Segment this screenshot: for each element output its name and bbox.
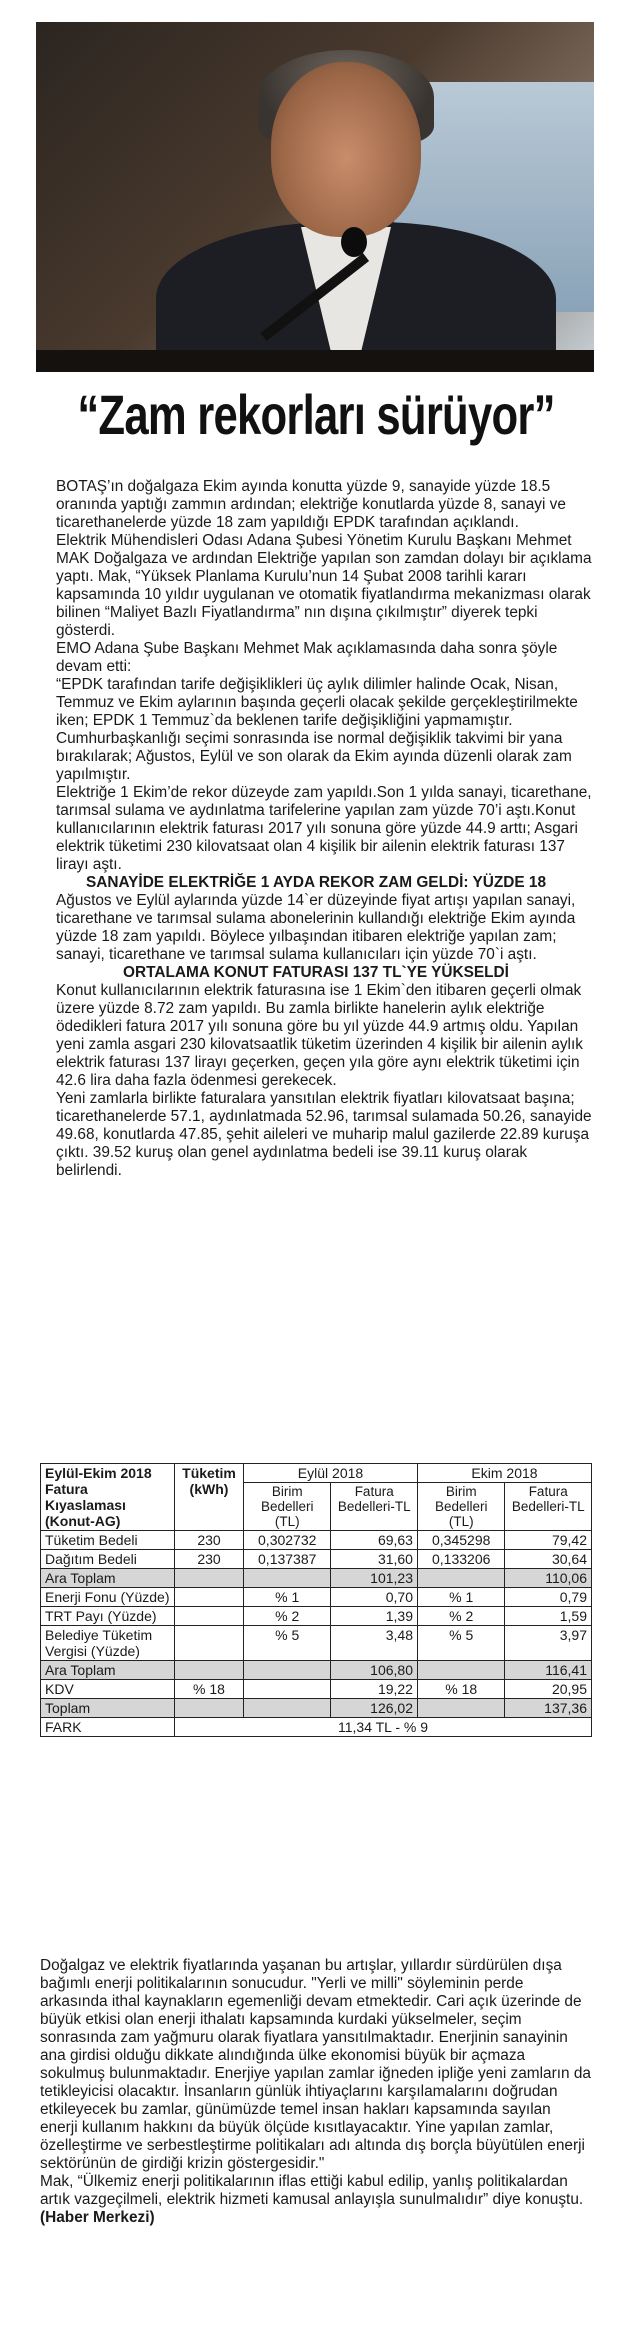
row-label: KDV (41, 1680, 175, 1699)
row-invoice: 31,60 (331, 1550, 418, 1569)
subheading: ORTALAMA KONUT FATURASI 137 TL`YE YÜKSELDİ (123, 964, 509, 981)
paragraph: BOTAŞ’ın doğalgaza Ekim ayında konutta yüzde 9, sanayide yüzde 18.5 oranında yaptığı zammın ardından; elektriğe konutlarda yüzde 8, sanayi ve ticarethanelerde yüzde 18 zam yapıldığı EPDK tarafından açıklandı. (56, 478, 566, 531)
headline: “Zam rekorları sürüyor” (77, 383, 555, 446)
row-invoice: 30,64 (505, 1550, 592, 1569)
row-unit-price: % 18 (417, 1680, 504, 1699)
row-invoice: 20,95 (505, 1680, 592, 1699)
row-kwh (175, 1699, 244, 1718)
fark-label: FARK (41, 1718, 175, 1737)
table-row (41, 1531, 592, 1550)
row-label: Enerji Fonu (Yüzde) (41, 1588, 175, 1607)
table-row (41, 1550, 592, 1569)
row-invoice: 137,36 (505, 1699, 592, 1718)
row-unit-price (244, 1699, 331, 1718)
row-unit-price (244, 1569, 331, 1588)
row-kwh (175, 1607, 244, 1626)
table-header-invoice: Fatura Bedelleri-TL (505, 1483, 592, 1531)
row-unit-price: % 1 (244, 1588, 331, 1607)
row-kwh (175, 1569, 244, 1588)
row-unit-price: 0,137387 (244, 1550, 331, 1569)
fark-value: 11,34 TL - % 9 (175, 1718, 592, 1737)
row-invoice: 3,48 (331, 1626, 418, 1661)
row-kwh (175, 1626, 244, 1661)
row-invoice: 0,70 (331, 1588, 418, 1607)
table-header-unit-price: Birim Bedelleri (TL) (417, 1483, 504, 1531)
table-header-kwh: Tüketim (kWh) (175, 1464, 244, 1531)
row-invoice: 3,97 (505, 1626, 592, 1661)
table-header-invoice: Fatura Bedelleri-TL (331, 1483, 418, 1531)
row-unit-price (244, 1661, 331, 1680)
row-unit-price (417, 1661, 504, 1680)
row-label: TRT Payı (Yüzde) (41, 1607, 175, 1626)
paragraph: Elektrik Mühendisleri Odası Adana Şubesi Yönetim Kurulu Başkanı Mehmet MAK Doğalgaza ve ardından Elektriğe yapılan son zamdan dolayı bir açıklama yaptı. Mak, “Yüksek Planlama Kurulu’nun 14 Şubat 2008 tarihli kararı kapsamında 10 yıldır uygulanan ve otomatik fiyatlandırma mekanizması olarak bilinen “Maliyet Bazlı Fiyatlandırma” nın dışına çıkılmıştır” diyerek tepki gösterdi. (56, 532, 592, 639)
row-invoice: 1,39 (331, 1607, 418, 1626)
row-unit-price (244, 1680, 331, 1699)
table-row (41, 1607, 592, 1626)
row-kwh: 230 (175, 1531, 244, 1550)
row-unit-price: % 5 (417, 1626, 504, 1661)
paragraph: “EPDK tarafından tarife değişiklikleri üç aylık dilimler halinde Ocak, Nisan, Temmuz ve Ekim aylarının başında geçerli olacak şekilde gerçekleştirilmekte iken; EPDK 1 Temmuz`da beklenen tarife değişikliğini yapmamıştır. Cumhurbaşkanlığı seçimi sonrasında ise normal değişiklik takvimi bir yana bırakılarak; Ağustos, Eylül ve son olarak da Ekim ayında düzenli olarak zam yapılmıştır. (56, 676, 578, 783)
table-header-unit-price: Birim Bedelleri (TL) (244, 1483, 331, 1531)
row-unit-price: % 5 (244, 1626, 331, 1661)
article-body (40, 478, 592, 1180)
row-unit-price: % 2 (244, 1607, 331, 1626)
paragraph: Konut kullanıcılarının elektrik faturasına ise 1 Ekim`den itibaren geçerli olmak üzere yüzde 8.72 zam yapıldı. Bu zamla birlikte hanelerin aylık elektriğe ödedikleri fatura 2017 yılı sonuna göre bu yıl yüzde 44.9 artmış oldu. Yapılan yeni zamla asgari 230 kilovatsaatlik tüketim üzerinden 4 kişilik bir ailenin aylık elektrik faturası 137 lirayı geçerken, geçen yıla göre aynı elektrik tüketimi için 42.6 lira daha fazla ödenmesi gerekecek. (56, 982, 583, 1089)
table-header-month: Ekim 2018 (417, 1464, 591, 1483)
row-unit-price (417, 1699, 504, 1718)
paragraph: Elektriğe 1 Ekim’de rekor düzeyde zam yapıldı.Son 1 yılda sanayi, ticarethane, tarımsal sulama ve aydınlatma tarifelerine yapılan zam yüzde 70’i aştı.Konut kullanıcılarının elektrik faturası 2017 yılı sonuna göre yüzde 44.9 arttı; Asgari elektrik tüketimi 230 kilovatsaat olan 4 kişilik bir ailenin elektrik faturası 137 lirayı aştı. (56, 784, 592, 873)
row-invoice: 116,41 (505, 1661, 592, 1680)
row-invoice: 101,23 (331, 1569, 418, 1588)
table-header-month: Eylül 2018 (244, 1464, 418, 1483)
row-unit-price: 0,133206 (417, 1550, 504, 1569)
paragraph: EMO Adana Şube Başkanı Mehmet Mak açıklamasında daha sonra şöyle devam etti: (56, 640, 558, 675)
row-unit-price: % 1 (417, 1588, 504, 1607)
row-invoice: 106,80 (331, 1661, 418, 1680)
table-row (41, 1626, 592, 1661)
row-label: Toplam (41, 1699, 175, 1718)
row-unit-price: 0,345298 (417, 1531, 504, 1550)
closing-paragraph (40, 2173, 592, 2227)
row-label: Dağıtım Bedeli (41, 1550, 175, 1569)
row-kwh: % 18 (175, 1680, 244, 1699)
subheading: SANAYİDE ELEKTRİĞE 1 AYDA REKOR ZAM GELDİ: YÜZDE 18 (85, 874, 547, 891)
speaker-photo (36, 22, 594, 372)
row-invoice: 126,02 (331, 1699, 418, 1718)
tariff-comparison-table (40, 1463, 592, 1737)
paragraph: Doğalgaz ve elektrik fiyatlarında yaşanan bu artışlar, yıllardır sürdürülen dışa bağımlı enerji politikalarının sonucudur. "Yerli ve milli" söyleminin perde arkasında ithal kaynakların egemenliği devam etmektedir. Cari açık üzerinde de büyük etkisi olan enerji ithalatı kapsamında kurdaki yükselmeler, seçim sonrasında zam yağmuru olarak fiyatlara yansıtılmaktadır. Enerjinin sanayinin ana girdisi olduğu dikkate alındığında ülke ekonomisi büyük bir açmaza sokulmuş bulunmaktadır. Enerjiye yapılan zamlar iğneden ipliğe yeni zamların da tetikleyicisi olacaktır. İnsanların günlük ihtiyaçlarını karşılamalarını doğrudan etkileyecek bu zamlar, günümüzde temel insan hakları kapsamında sayılan enerji kullanım hakkını da büyük ölçüde kısıtlayacaktır. Yine yapılan zamlar, özelleştirme ve serbestleştirme politikaları adı altında dış borçla büyütülen enerji sektörünün de girdiği krizin göstergesidir." (40, 1957, 591, 2172)
row-invoice: 1,59 (505, 1607, 592, 1626)
article-body-continued (40, 1957, 592, 2227)
table-title: Eylül-Ekim 2018 Fatura Kıyaslaması (Konut-AG) (41, 1464, 175, 1531)
table-row (41, 1661, 592, 1680)
row-label: Belediye Tüketim Vergisi (Yüzde) (41, 1626, 175, 1661)
row-kwh (175, 1661, 244, 1680)
row-unit-price: % 2 (417, 1607, 504, 1626)
paragraph: Ağustos ve Eylül aylarında yüzde 14`er düzeyinde fiyat artışı yapılan sanayi, ticarethane ve tarımsal sulama abonelerinin kullandığı elektriğe Ekim ayında yüzde 18 zam yapıldı. Böylece yılbaşından itibaren elektriğe yapılan zam; sanayi, ticarethane ve tarımsal sulama kullanıcıları için yüzde 70`i aştı. (56, 892, 576, 963)
row-label: Tüketim Bedeli (41, 1531, 175, 1550)
table-body (41, 1531, 592, 1718)
table-row (41, 1588, 592, 1607)
row-unit-price: 0,302732 (244, 1531, 331, 1550)
row-unit-price (417, 1569, 504, 1588)
row-invoice: 79,42 (505, 1531, 592, 1550)
closing-quote: Mak, “Ülkemiz enerji politikalarının iflas ettiği kabul edilip, yanlış politikalardan artık vazgeçilmeli, elektrik hizmeti kamusal anlayışla sunulmalıdır” diye konuştu. (40, 2173, 584, 2208)
row-kwh: 230 (175, 1550, 244, 1569)
row-invoice: 19,22 (331, 1680, 418, 1699)
row-kwh (175, 1588, 244, 1607)
table-row (41, 1699, 592, 1718)
row-invoice: 69,63 (331, 1531, 418, 1550)
table-row (41, 1680, 592, 1699)
row-invoice: 0,79 (505, 1588, 592, 1607)
row-invoice: 110,06 (505, 1569, 592, 1588)
paragraph: Yeni zamlarla birlikte faturalara yansıtılan elektrik fiyatları kilovatsaat başına; ticarethanelerde 57.1, aydınlatmada 52.96, tarımsal sulamada 50.26, sanayide 49.68, konutlarda 47.85, şehit aileleri ve muharip malul gazilerde 22.89 kuruşa çıktı. 39.52 kuruş olan genel aydınlatma bedeli ise 39.11 kuruş olarak belirlendi. (56, 1090, 592, 1179)
source-credit: (Haber Merkezi) (40, 2209, 155, 2226)
row-label: Ara Toplam (41, 1661, 175, 1680)
table-row (41, 1569, 592, 1588)
row-label: Ara Toplam (41, 1569, 175, 1588)
